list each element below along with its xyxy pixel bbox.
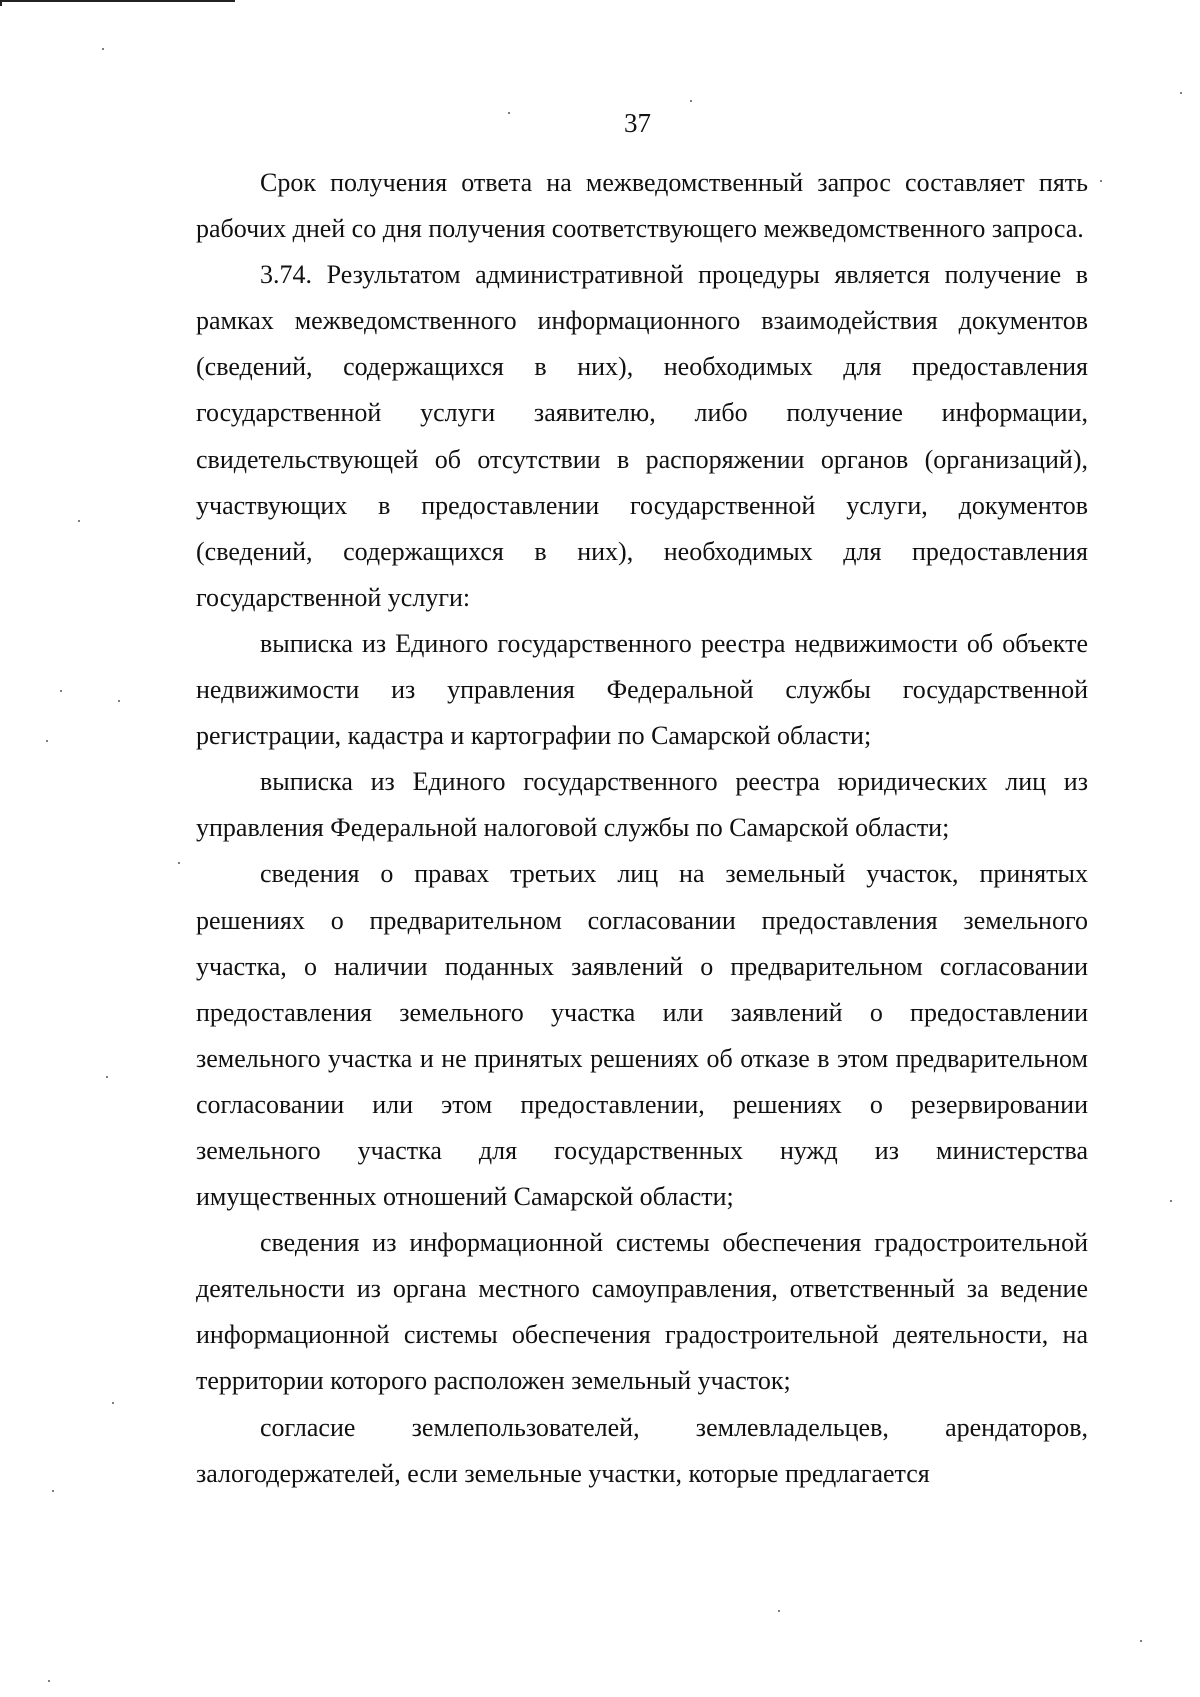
scan-speck — [102, 48, 104, 50]
scan-speck — [1140, 1640, 1142, 1642]
paragraph-request-deadline: Срок получения ответа на межведомственный запрос составляет пять рабочих дней со дня получения соответствующего межведомственного запроса. — [196, 168, 1088, 244]
scan-edge-line — [0, 0, 235, 2]
scan-speck — [178, 862, 180, 864]
page-number: 37 — [624, 108, 651, 138]
scan-speck — [508, 112, 510, 114]
paragraph-real-estate-extract: выписка из Единого государственного реестра недвижимости об объекте недвижимости из управления Федеральной службы государственной регистрации, кадастра и картографии по Самарской области; — [196, 628, 1088, 751]
scan-speck — [60, 690, 62, 692]
scan-speck — [1180, 92, 1182, 94]
paragraph-third-party-rights: сведения о правах третьих лиц на земельный участок, принятых решениях о предварительном согласовании предоставления земельного участка, о наличии поданных заявлений о предварительном согласовании предоставления земельного участка или заявлений о предоставлении земельного участка и не принятых решениях об отказе в этом предварительном согласовании или этом предоставлении, решениях о резервировании земельного участка для государственных нужд из министерства имущественных отношений Самарской области; — [196, 859, 1088, 1212]
scan-speck — [52, 1490, 54, 1492]
scan-speck — [778, 1610, 780, 1612]
paragraph-land-users-consent: согласие землепользователей, землевладельцев, арендаторов, залогодержателей, если земельные участки, которые предлагается — [196, 1412, 1088, 1488]
paragraph-urban-planning-info: сведения из информационной системы обеспечения градостроительной деятельности из органа местного самоуправления, ответственный за ведение информационной системы обеспечения градостроительной деятельности, на территории которого расположен земельный участок; — [196, 1228, 1088, 1396]
scan-speck — [78, 520, 80, 522]
scan-speck — [46, 740, 48, 742]
scan-speck — [118, 700, 120, 702]
scan-speck — [48, 1680, 50, 1682]
scan-speck — [1100, 180, 1102, 182]
scan-speck — [690, 100, 692, 102]
scan-speck — [1170, 1200, 1172, 1202]
scan-speck — [106, 1076, 108, 1078]
paragraph-legal-entities-extract: выписка из Единого государственного реестра юридических лиц из управления Федеральной налоговой службы по Самарской области; — [196, 767, 1088, 843]
paragraph-procedure-result: 3.74. Результатом административной процедуры является получение в рамках межведомственного информационного взаимодействия документов (сведений, содержащихся в них), необходимых для предоставления государственной услуги заявителю, либо получение информации, свидетельствующей об отсутствии в распоряжении органов (организаций), участвующих в предоставлении государственной услуги, документов (сведений, содержащихся в них), необходимых для предоставления государственной услуги: — [196, 260, 1088, 612]
scan-edge-mark — [0, 0, 2, 6]
scan-speck — [112, 1402, 114, 1404]
document-body — [196, 160, 1088, 1497]
